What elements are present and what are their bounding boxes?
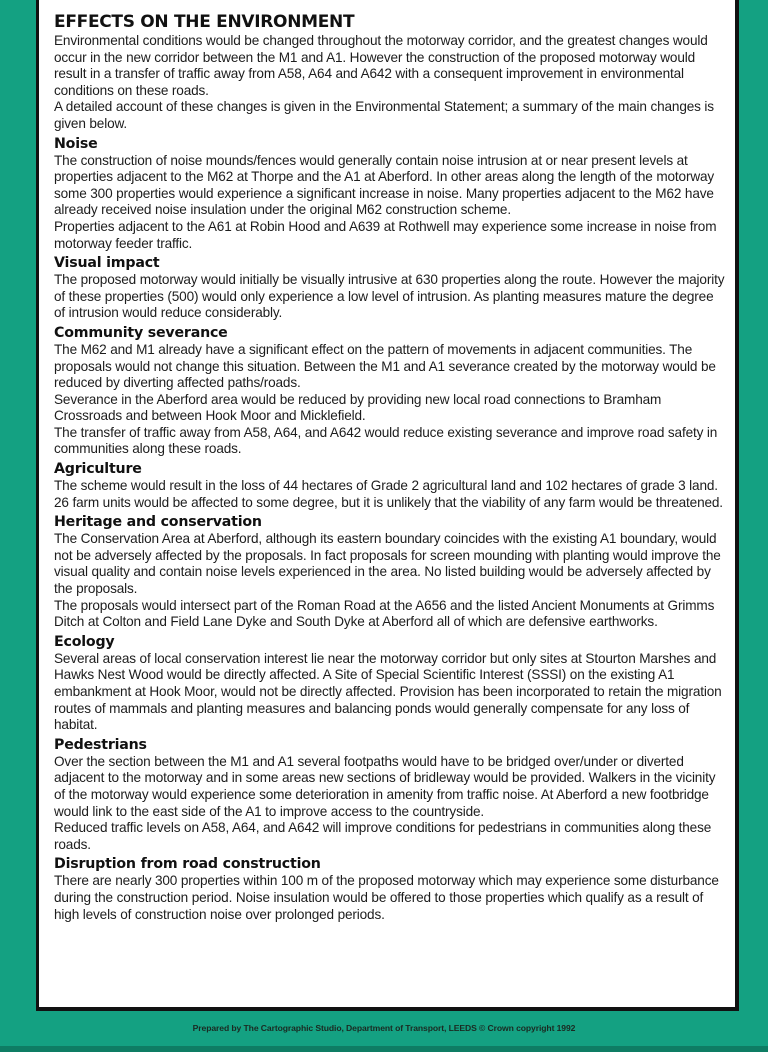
section-paragraph: Severance in the Aberford area would be reduced by providing new local road connections to Bramham Crossroads and between Hook Moor and Micklefield. (54, 391, 662, 424)
bottom-edge-strip (0, 1046, 768, 1052)
section-paragraph: The proposed motorway would initially be visually intrusive at 630 properties along the route. However the majority of these properties (500) would only experience a low level of intrusion. As planting measures mature the degree of intrusion would reduce considerably. (54, 272, 725, 321)
section-heading: Ecology (54, 633, 115, 650)
section-paragraph: The Conservation Area at Aberford, although its eastern boundary coincides with the existing A1 boundary, would not be adversely affected by the proposals. In fact proposals for screen mounding with planting would improve the visual quality and contain noise levels experienced in the area. No listed building would be adversely affected by the proposals. (54, 531, 721, 597)
section-agriculture (54, 460, 725, 511)
page-title: EFFECTS ON THE ENVIRONMENT (54, 12, 355, 32)
document-panel (36, 0, 739, 1011)
section-heading: Disruption from road construction (54, 856, 321, 873)
section-heading: Noise (54, 135, 98, 152)
section-paragraph: The scheme would result in the loss of 44 hectares of Grade 2 agricultural land and 102 hectares of grade 3 land. 26 farm units would be affected to some degree, but it is unlikely that the viability of any farm would be threatened. (54, 478, 723, 510)
section-paragraph: Properties adjacent to the A61 at Robin Hood and A639 at Rothwell may experience some increase in noise from motorway feeder traffic. (54, 218, 717, 251)
section-paragraph: The proposals would intersect part of the Roman Road at the A656 and the listed Ancient Monuments at Grimms Ditch at Colton and Field Lane Dyke and South Dyke at Aberford all of which are defensive earthworks. (54, 597, 715, 630)
section-paragraph: The M62 and M1 already have a significant effect on the pattern of movements in adjacent communities. The proposals would not change this situation. Between the M1 and A1 severance created by the motorway would be reduced by diverting affected paths/roads. (54, 341, 716, 391)
section-paragraph: There are nearly 300 properties within 100 m of the proposed motorway which may experience some disturbance during the construction period. Noise insulation would be offered to those properties which qualify as a result of high levels of construction noise over prolonged periods. (54, 873, 719, 922)
document-content (54, 12, 725, 923)
intro-paragraph: A detailed account of these changes is given in the Environmental Statement; a summary of the main changes is given below. (54, 99, 714, 131)
section-heading: Agriculture (54, 461, 142, 478)
section-construction-disruption (54, 855, 725, 923)
copyright-footer: Prepared by The Cartographic Studio, Department of Transport, LEEDS © Crown copyright 1992 (192, 1023, 576, 1033)
section-paragraph: The transfer of traffic away from A58, A64, and A642 would reduce existing severance and improve road safety in communities along these roads. (54, 424, 718, 457)
section-heading: Visual impact (54, 255, 160, 272)
section-visual-impact (54, 254, 725, 322)
section-ecology (54, 633, 725, 734)
section-pedestrians (54, 736, 725, 854)
section-heritage-conservation (54, 513, 725, 631)
section-heading: Heritage and conservation (54, 514, 262, 531)
intro-paragraph: Environmental conditions would be changed throughout the motorway corridor, and the greatest changes would occur in the new corridor between the M1 and A1. However the construction of the proposed motorway would result in a transfer of traffic away from A58, A64 and A642 with a consequent improvement in environmental conditions on these roads. (54, 33, 708, 98)
section-heading: Community severance (54, 324, 228, 341)
section-paragraph: Several areas of local conservation interest lie near the motorway corridor but only sites at Stourton Marshes and Hawks Nest Wood would be directly affected. A Site of Special Scientific Interest (SSSI) on the existing A1 embankment at Hook Moor, would not be directly affected. Provision has been incorporated to retain the migration routes of mammals and planting measures and balancing ponds would generally compensate for any loss of habitat. (54, 650, 722, 733)
section-paragraph: Reduced traffic levels on A58, A64, and A642 will improve conditions for pedestrians in communities along these roads. (54, 820, 712, 852)
section-paragraph: The construction of noise mounds/fences would generally contain noise intrusion at or near present levels at properties adjacent to the M62 at Thorpe and the A1 at Aberford. In other areas along the length of the motorway some 300 properties would experience a significant increase in noise. Many properties adjacent to the M62 have already received noise insulation under the original M62 construction scheme. (54, 152, 715, 218)
section-heading: Pedestrians (54, 736, 147, 753)
section-community-severance (54, 324, 725, 458)
section-noise (54, 135, 725, 253)
section-paragraph: Over the section between the M1 and A1 several footpaths would have to be bridged over/under or diverted adjacent to the motorway and in some areas new sections of bridleway would be provided. Walkers in the vicinity of the motorway would experience some deterioration in amenity from traffic noise. At Aberford a new footbridge would link to the east side of the A1 to improve access to the countryside. (54, 753, 716, 819)
